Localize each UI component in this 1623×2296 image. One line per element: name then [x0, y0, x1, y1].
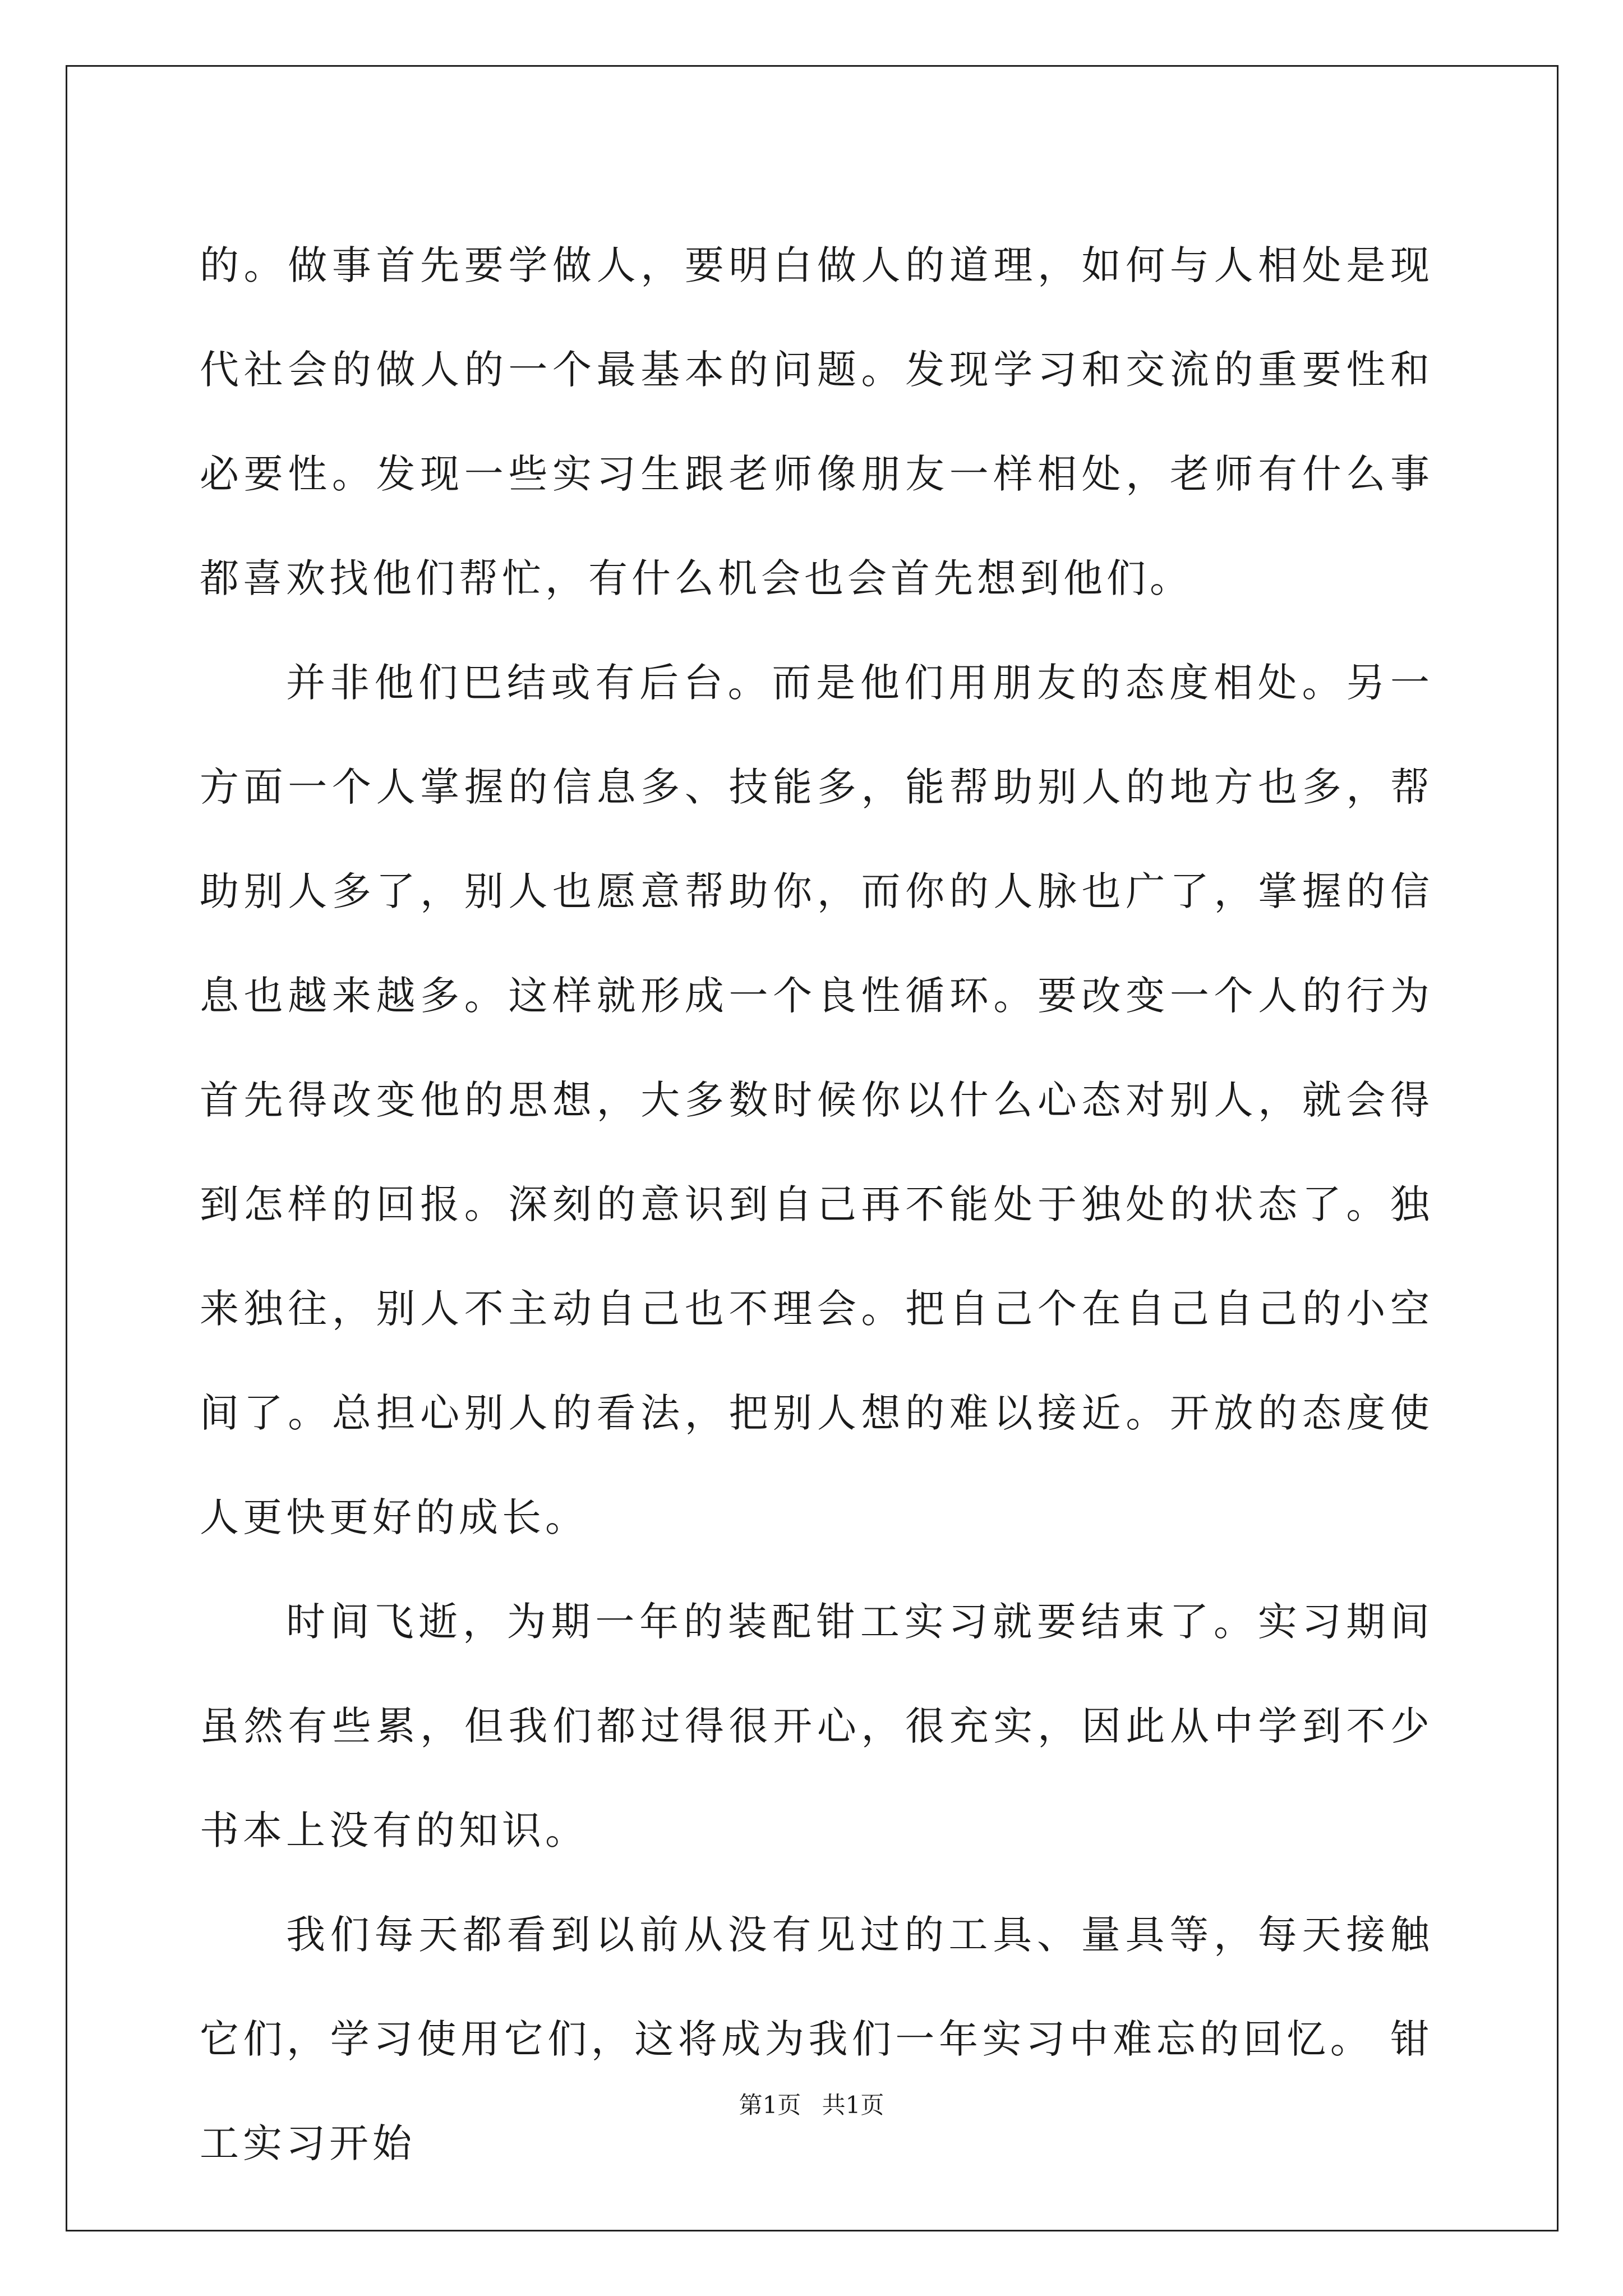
paragraph-1: 的。做事首先要学做人，要明白做人的道理，如何与人相处是现代社会的做人的一个最基本的问题。发现学习和交流的重要性和必要性。发现一些实习生跟老师像朋友一样相处，老师有什么事都喜欢找他们帮忙，有什么机会也会首先想到他们。 [200, 242, 1433, 601]
page-footer [0, 2087, 1623, 2120]
paragraph-3: 时间飞逝，为期一年的装配钳工实习就要结束了。实习期间虽然有些累，但我们都过得很开心，很充实，因此从中学到不少书本上没有的知识。 [200, 1599, 1433, 1853]
document-body [200, 213, 1433, 2196]
page-total-label: 共1页 [822, 2091, 884, 2119]
page-number-label: 第1页 [739, 2091, 801, 2119]
paragraph-4: 我们每天都看到以前从没有见过的工具、量具等，每天接触它们，学习使用它们，这将成为我们一年实习中难忘的回忆。 钳工实习开始 [200, 1912, 1433, 2166]
paragraph-2: 并非他们巴结或有后台。而是他们用朋友的态度相处。另一方面一个人掌握的信息多、技能多，能帮助别人的地方也多，帮助别人多了，别人也愿意帮助你，而你的人脉也广了，掌握的信息也越来越多。这样就形成一个良性循环。要改变一个人的行为首先得改变他的思想，大多数时候你以什么心态对别人，就会得到怎样的回报。深刻的意识到自己再不能处于独处的状态了。独来独往，别人不主动自己也不理会。把自己个在自己自己的小空间了。总担心别人的看法，把别人想的难以接近。开放的态度使人更快更好的成长。 [200, 660, 1433, 1540]
